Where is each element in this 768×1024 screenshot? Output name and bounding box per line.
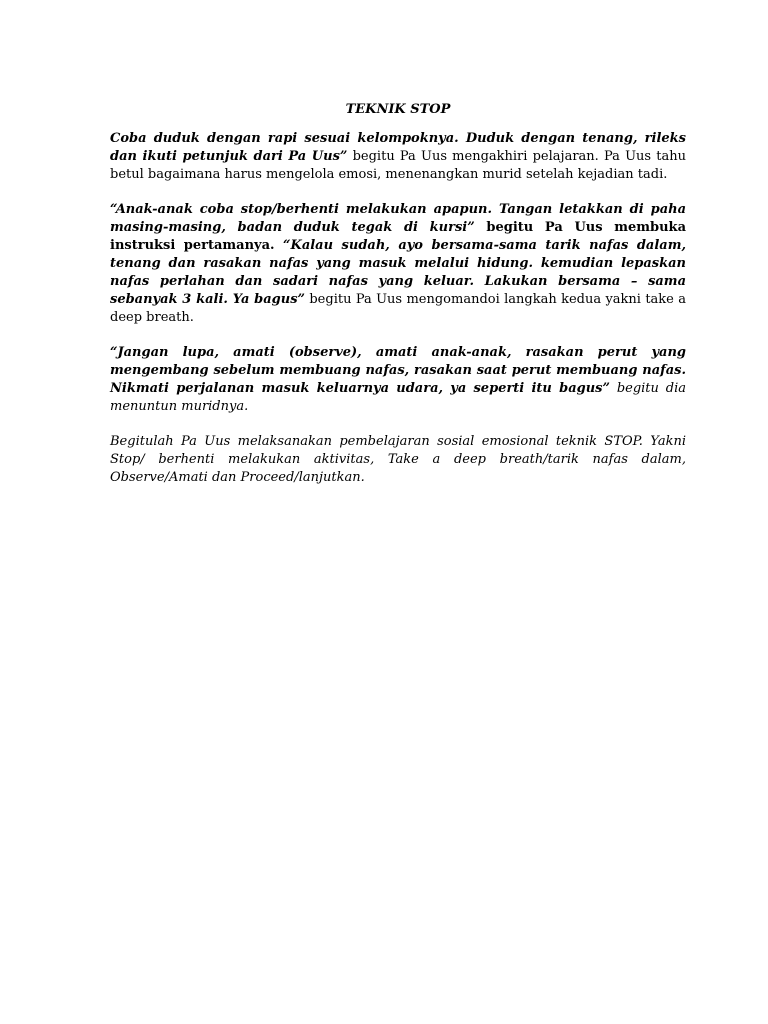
paragraph-2-segment-3: “Kalau sudah, ayo bersama-sama tarik nafas dalam, tenang dan rasakan nafas yang masuk melalui hidung. kemudian lepaskan nafas perlahan dan sadari nafas yang keluar. Lakukan bersama – sama sebanyak 3 kali. Ya bagus” xyxy=(110,238,686,307)
paragraph-1-segment-1: Coba duduk dengan rapi sesuai kelompoknya. Duduk dengan tenang, rileks dan ikuti petunjuk dari Pa Uus” xyxy=(110,131,686,164)
paragraph-4-segment-1: Begitulah Pa Uus melaksanakan pembelajaran sosial emosional teknik STOP. Yakni Stop/ berhenti melakukan aktivitas, Take a deep breath/tarik nafas dalam, Observe/Amati dan Proceed/lanjutkan. xyxy=(110,434,686,485)
paragraph-2-segment-2: begitu Pa Uus membuka instruksi pertamanya. xyxy=(110,220,686,253)
paragraph-2-segment-1: “Anak-anak coba stop/berhenti melakukan apapun. Tangan letakkan di paha masing-masing, badan duduk tegak di kursi” xyxy=(110,202,686,235)
paragraph-2 xyxy=(110,201,686,327)
paragraph-3 xyxy=(110,344,686,416)
paragraph-1-segment-2: begitu Pa Uus mengakhiri pelajaran. Pa Uus tahu betul bagaimana harus mengelola emosi, menenangkan murid setelah kejadian tadi. xyxy=(110,149,686,182)
document-title: TEKNIK STOP xyxy=(345,102,451,117)
paragraph-1 xyxy=(110,130,686,184)
paragraph-3-segment-1: “Jangan lupa, amati (observe), amati anak-anak, rasakan perut yang mengembang sebelum membuang nafas, rasakan saat perut membuang nafas. Nikmati perjalanan masuk keluarnya udara, ya seperti itu bagus” xyxy=(110,345,686,396)
paragraph-3-segment-2: begitu dia menuntun muridnya. xyxy=(110,381,686,414)
paragraph-4 xyxy=(110,433,686,487)
document-page xyxy=(110,101,686,504)
paragraph-2-segment-4: begitu Pa Uus mengomandoi langkah kedua yakni take a deep breath. xyxy=(110,292,686,325)
